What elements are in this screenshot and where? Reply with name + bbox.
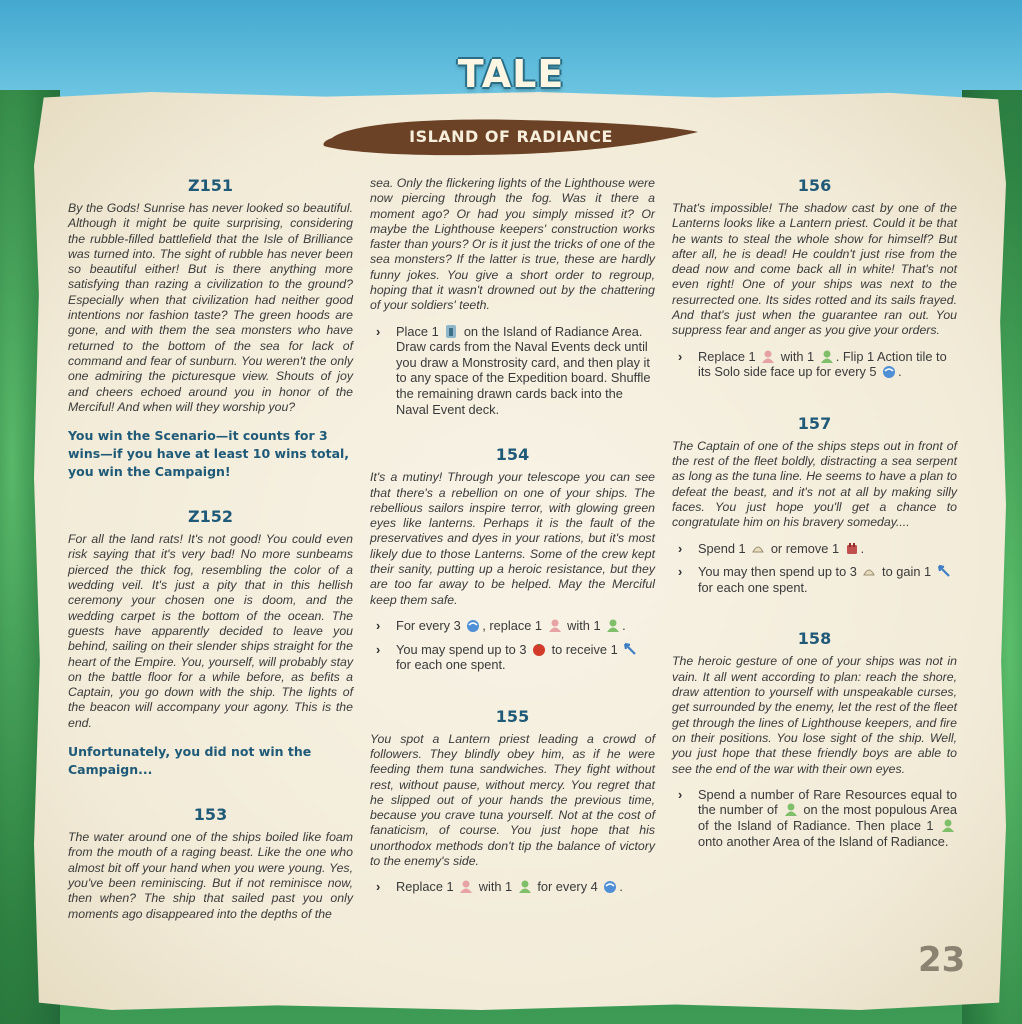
bullet-154-1: › For every 3 , replace 1 with 1 .: [376, 617, 626, 633]
pink-follower-icon: [761, 349, 775, 364]
bullet-158: › Spend a number of Rare Resources equal to the number of on the most populous Area of the Island of Radiance. Then place 1 onto another Area of the Island of Radiance.: [678, 786, 957, 849]
entry-text-153-part2: sea. Only the flickering lights of the Lighthouse were now piercing through the fog. Was it there a moment ago? Or had you simply missed it? Or maybe the Lighthouse keepers' construction works faster than yours? Or is it just the tricks of one of the sea monsters? If the latter is true, these are hardly funny jokes. You give a short order to regroup, hoping that it wasn't drowned out by the chattering of your soldiers' teeth.: [370, 176, 655, 313]
entry-heading-158: 158: [797, 629, 832, 649]
entry-text-154: It's a mutiny! Through your telescope you can see that there's a rebellion on one of your ships. The rebellious sailors inspire terror, with glowing green eyes like lanterns. Perhaps it is the fault of the preservatives and dyes in your rations, but it's most likely due to those Lanterns. Some of the crew kept their sanity, putting up a heroic resistance, but they are too far away to be helped. May the Merciful keep them safe.: [370, 470, 655, 607]
entry-heading-z152: Z152: [188, 507, 233, 527]
entry-text-z151: By the Gods! Sunrise has never looked so beautiful. Although it might be quite surprising, considering the rubble-filled battlefield that the Isle of Brilliance was turned into. The sight of rubble has never been so beautiful either! But is there anything more satisfying than razing a civilization to the ground? Especially when that civilization had neither good intentions nor fashion taste? The green hoods are gone, and with them the sea monsters who have returned to the bottom of the sea for lack of command and fear of sunburn. You weren't the only one admiring the picturesque view. Shouts of joy and cheers echoed around you in honor of the Merciful! And when will they worship you?: [68, 201, 353, 414]
bullet-153: › Place 1 on the Island of Radiance Area. Draw cards from the Naval Events deck until you draw a Monstrosity card, and then play it to any space of the Expedition board. Shuffle the remaining drawn cards back into the Naval Event deck.: [376, 323, 651, 417]
entry-text-157: The Captain of one of the ships steps out in front of the rest of the fleet boldly, distracting a sea serpent as long as the tuna line. He seems to have a plan to defeat the beast, and it's not at all by making silly faces. You just hope you'll get a chance to congratulate him on his bravery someday....: [672, 438, 957, 530]
entry-heading-156: 156: [797, 176, 832, 195]
green-lantern-icon: [941, 818, 955, 833]
page-title: TALE: [457, 52, 565, 96]
outcome-z151: You win the Scenario—it counts for 3 wins—if you have at least 10 wins total, you win the Campaign!: [68, 428, 350, 480]
entry-heading-157: 157: [797, 413, 832, 433]
entry-text-153-part1: The water around one of the ships boiled like foam from the mouth of a raging beast. Like the one who almost bit off your hand when you were young. Yes, you've been reminiscing. But if not reminisce now, then when? The ship that sailed past you only moments ago disappeared into the depths of the: [68, 830, 353, 921]
blue-arrow-icon: [623, 642, 637, 657]
section-banner: [322, 116, 700, 158]
green-lantern-icon: [784, 802, 798, 817]
banner-title: ISLAND OF RADIANCE: [409, 127, 613, 146]
page-number: 23: [918, 940, 966, 980]
bullet-arrow-icon: ›: [376, 323, 381, 339]
column-left: [68, 176, 353, 922]
entry-heading-z151: Z151: [188, 176, 233, 195]
pink-follower-icon: [548, 618, 562, 633]
red-food-icon: [532, 642, 546, 657]
entry-text-156: That's impossible! The shadow cast by one of the Lanterns looks like a Lantern priest. Could it be that he wants to steal the whole show for himself? But after all, he is dead! He couldn't just rise from the dead now and come back all in white! That's not even right! One of your ships was next to the resurrected one. Its sides rotted and its sails frayed. And that's just when the guarantee ran out. You suppress fear and anger as you give your orders.: [672, 201, 957, 338]
shell-resource-icon: [862, 564, 876, 579]
entry-heading-154: 154: [495, 445, 530, 465]
blue-lantern-symbol-icon: [466, 618, 480, 633]
entry-heading-155: 155: [495, 706, 530, 726]
bullet-156: › Replace 1 with 1 . Flip 1 Action tile to its Solo side face up for every 5 .: [678, 348, 947, 380]
pink-follower-icon: [459, 879, 473, 894]
blue-arrow-icon: [937, 564, 951, 579]
green-lantern-icon: [518, 879, 532, 894]
lighthouse-token-icon: [444, 324, 458, 339]
bullet-154-2: › You may spend up to 3 to receive 1 for each one spent.: [370, 642, 655, 673]
entry-text-155: You spot a Lantern priest leading a crowd of followers. They blindly obey him, as if he were feeding them tuna sandwiches. They fight without rest, without pause, without mercy. You regret that he slipped out of your hands the previous time, because you crave tuna yourself. Not at the cost of fanaticism, of course. You just hope that his unorthodox methods don't tip the balance of victory to the enemy's side.: [370, 731, 655, 869]
bullet-155: › Replace 1 with 1 for every 4 .: [376, 879, 623, 895]
entry-text-158: The heroic gesture of one of your ships was not in vain. It all went according to plan: reach the shore, draw attention to yourself with unspeakable curses, get surrounded by the enemy, let the rest of the fleet get through the lines of Lighthouse keepers, and fire on their positions. You lose sight of the ship. Well, you just hope that these friendly boys are able to see the end of the war with their own eyes.: [672, 654, 957, 776]
bullet-157-2: › You may then spend up to 3 to gain 1 for each one spent.: [672, 564, 957, 595]
column-middle: [370, 176, 655, 895]
blue-lantern-symbol-icon: [882, 364, 896, 379]
entry-heading-153: 153: [193, 805, 228, 825]
bullet-157-1: › Spend 1 or remove 1 .: [678, 540, 865, 556]
shell-resource-icon: [751, 541, 765, 556]
green-lantern-icon: [820, 349, 834, 364]
red-ship-icon: [845, 541, 859, 556]
blue-lantern-symbol-icon: [603, 879, 617, 894]
entry-text-z152: For all the land rats! It's not good! You could even risk saying that it's very bad! No more sunbeams pierced the thick fog, resembling the color of a wedding veil. It's just a pity that in this hellish ceremony your chosen one is doom, and the wedding carpet is the bottom of the ocean. The guests have apparently decided to leave you behind, sailing on their slender ships straight for the heart of the Empire. You, yourself, will probably stay on the battle floor for a while before, as befits a Captain, you go down with the ship. The lights of the beacon will accompany your agony. This is the end.: [68, 532, 353, 730]
green-lantern-icon: [606, 618, 620, 633]
column-right: [672, 176, 957, 849]
outcome-z152: Unfortunately, you did not win the Campaign...: [68, 744, 312, 778]
